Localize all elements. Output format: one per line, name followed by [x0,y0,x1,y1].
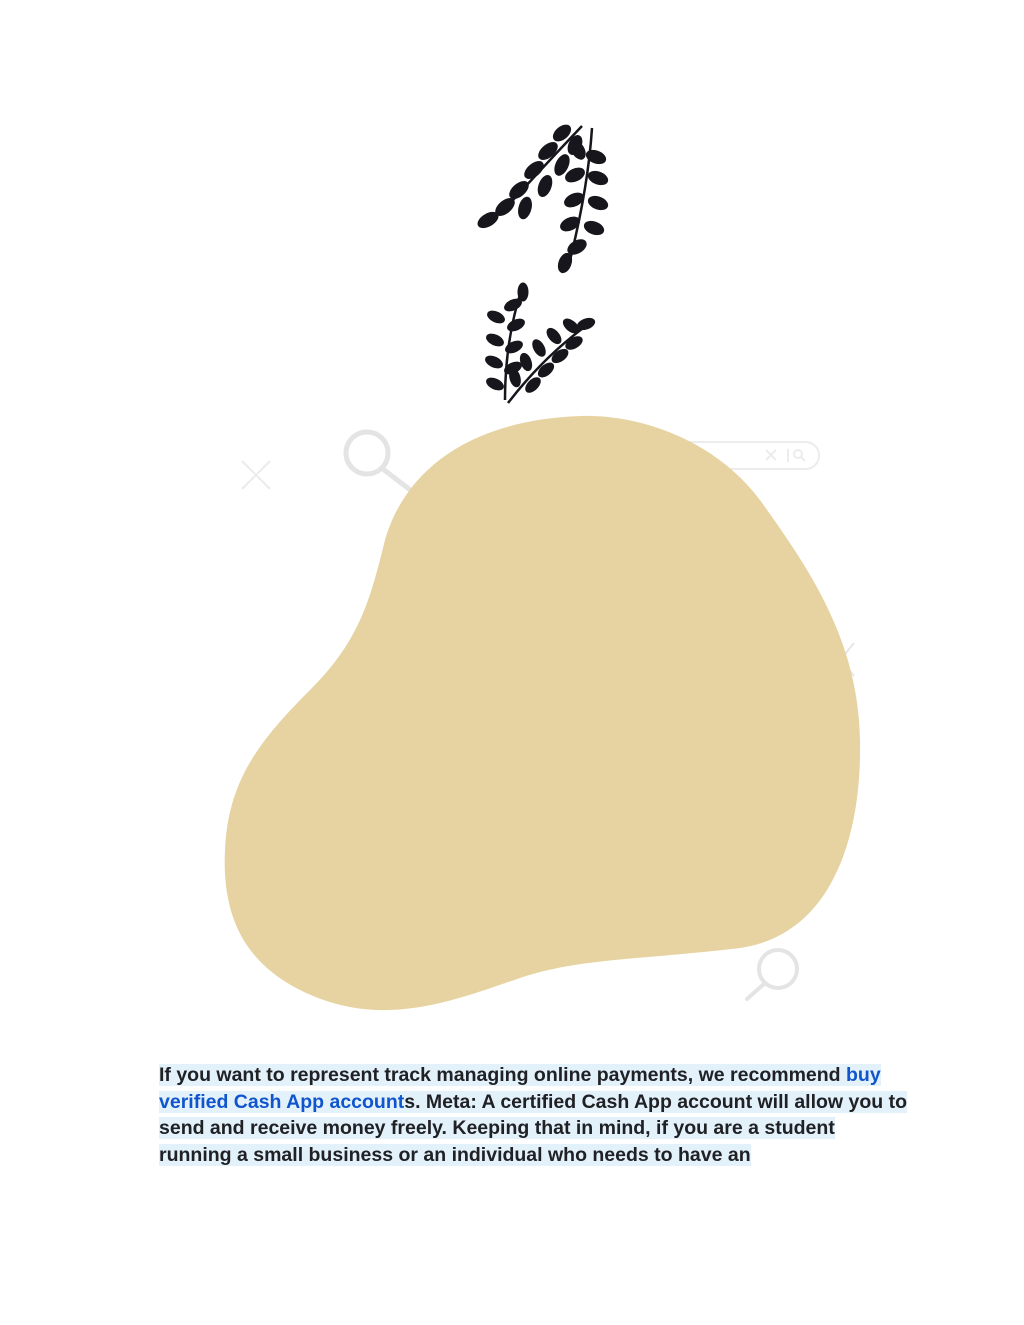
leaf-branch-icon [484,283,528,400]
paragraph-text-start: If you want to represent track managing online payments, we recommend [159,1064,846,1086]
buy-verified-cash-app-link[interactable]: buy verified Cash App account [159,1064,881,1113]
magnifier-icon [346,432,409,489]
leaf-branch-icon [508,316,596,403]
magnifier-icon [747,950,797,999]
body-paragraph [159,1062,909,1168]
leaf-branch-icon [556,128,610,274]
paragraph-text-end: s. Meta: A certified Cash App account will allow you to send and receive money freely. Keeping that in mind, if you are a student running a small business or an individual who needs to have an [159,1090,907,1166]
close-x-icon [242,461,270,489]
beige-blob-shape [225,416,860,1010]
